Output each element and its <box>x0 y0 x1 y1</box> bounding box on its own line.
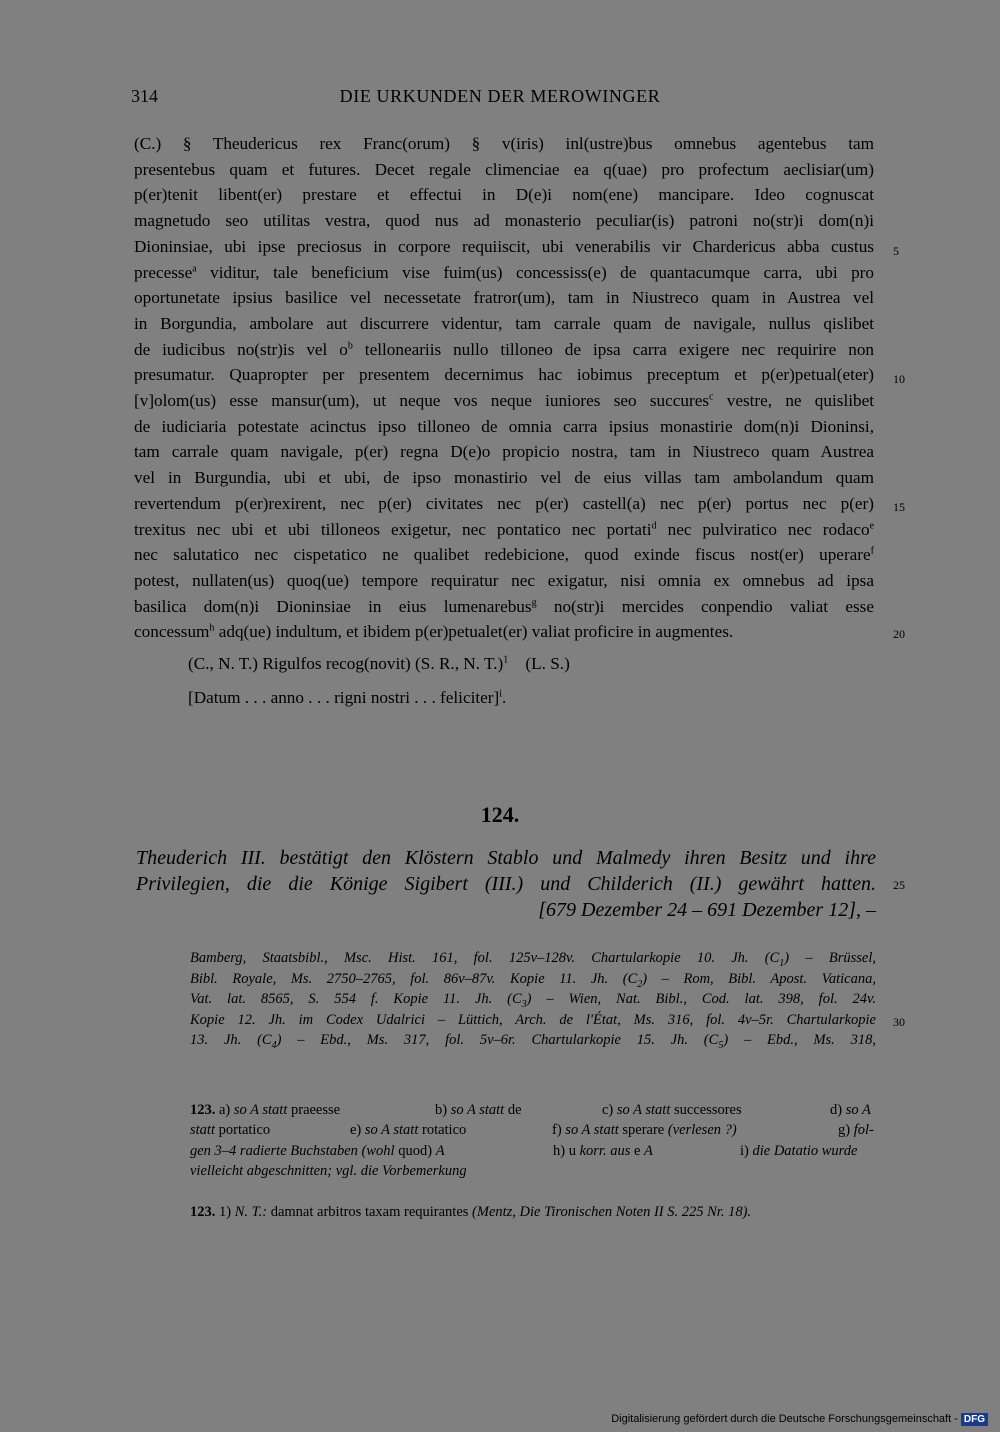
text-line: revertendum p(er)rexirent, nec p(er) civitates nec p(er) castell(a) nec p(er) portus nec p(er) <box>134 493 874 513</box>
text-line: precesse$^a$ viditur, tale beneficium vise fuim(us) concessiss(e) de quantacumque carra, ubi pro <box>134 262 875 282</box>
text-line: vel in Burgundia, ubi et ubi, de ipso monastirio vel de eius villas tam ambolandum quam <box>134 468 874 488</box>
text-line: de iudicibus no(str)is vel $o^b$ telloneariis nullo tilloneo de ipsa carra exigere nec requirire non <box>134 339 875 359</box>
footnote-mark: c <box>709 391 714 403</box>
text-line: concessum$^h$ adq(ue) indultum, et ibidem p(er)petualet(er) valiat proficire in augmentes. <box>134 622 734 642</box>
line-number: 15 <box>893 500 905 514</box>
text-line: nec salutatico nec cispetatico ne qualibet redebicione, quod exinde fiscus nost(er) uperare$^f$ <box>134 545 874 565</box>
text-line: de iudiciaria potestate acinctus ipso tilloneo de omnia carra ipsius monastirie dom(n)i Dioninsi, <box>134 416 874 436</box>
footnote-mark: a <box>192 262 197 274</box>
source-line: Bibl. Royale, Ms. 2750–2765, fol. 86v–87v. Kopie 11. Jh. $(C_2)$ – Rom, Bibl. Apost. Vaticana, <box>190 970 876 990</box>
source-line: 13. Jh. $(C_4)$ – Ebd., Ms. 317, fol. 5v–6r. Chartularkopie 15. Jh. $(C_5)$ – Ebd., Ms. 318, <box>190 1032 876 1051</box>
text-line: potest, nullaten(us) quoq(ue) tempore requiratur nec exigatur, nisi omnia ex omnebus ad ipsa <box>134 570 874 590</box>
charter-text <box>134 131 874 645</box>
source-line: Bamberg, Staatsbibl., Msc. Hist. 161, fol. 125v–128v. Chartularkopie 10. Jh. $(C_1)$ – Brüssel, <box>190 950 876 969</box>
running-title: DIE URKUNDEN DER MEROWINGER <box>339 86 661 106</box>
document-date: [679 Dezember 24 – 691 Dezember 12], – <box>538 899 876 921</box>
text-line: trexitus nec ubi et ubi tilloneos exigetur, nec pontatico nec portati$^d$ nec pulviratico nec rodaco$^e$ <box>134 519 875 539</box>
line-number: 5 <box>893 244 899 258</box>
line-number: 10 <box>893 372 905 386</box>
footnote-mark: i <box>499 688 502 700</box>
footnote-mark: d <box>651 519 657 531</box>
source-line: Vat. lat. 8565, S. 554 f. Kopie 11. Jh. $(C_3)$ – Wien, Nat. Bibl., Cod. lat. 398, fol. 24v. <box>190 991 876 1010</box>
page-number: 314 <box>131 86 158 106</box>
datum-line: [Datum . . . anno . . . rigni nostri . . . feliciter]$^i$. <box>188 688 507 707</box>
title-line: Theuderich III. bestätigt den Klöstern Stablo und Malmedy ihren Besitz und ihre <box>136 847 876 869</box>
line-number: 30 <box>893 1015 905 1029</box>
text-line: basilica dom(n)i Dioninsiae in eius lumenarebus$^g$ no(str)i mercides conpendio valiat esse <box>134 596 874 616</box>
footnote-mark: 1 <box>503 654 509 666</box>
sources-block <box>190 948 876 1051</box>
text-line: in Borgundia, ambolare aut discurrere videntur, tam carrale quam de navigale, nullus qislibet <box>134 313 874 333</box>
footnote-mark: g <box>531 596 537 608</box>
text-notes: 123. 1) N. T.: damnat arbitros taxam requirantes (Mentz, Die Tironischen Noten II S. 225 Nr. 18). <box>190 1204 752 1220</box>
text-line: Dioninsiae, ubi ipse preciosus in corpore requiiscit, ubi venerabilis vir Chardericus abba custus <box>134 236 874 256</box>
text-line: presentebus quam et futures. Decet regale climenciae ea q(uae) pro profectum aeclisiar(um) <box>134 159 874 179</box>
footnote-mark: f <box>870 545 874 557</box>
critical-notes: 123. a) so A statt praeesse b) so A statt de c) so A statt successores d) so A statt portatico e) so A statt rotatico f) so A statt sperare (verlesen ?) g) fol- gen 3–4 radierte Buchstaben (wohl quod) A h) u korr. aus e A i) die Datatio wurde vielleicht abgeschnitten; vgl. die Vorbemerkung <box>190 1102 874 1179</box>
text-line: [v]olom(us) esse mansur(um), ut neque vos neque iuniores seo succures$^c$ vestre, ne quislibet <box>134 391 874 411</box>
text-line: (C.) § Theudericus rex Franc(orum) § v(iris) inl(ustre)bus omnebus agentebus tam <box>134 134 874 153</box>
seal-mark: (L. S.) <box>525 654 570 673</box>
footnote-mark: b <box>347 339 353 351</box>
text-line: oportunetate ipsius basilice vel necessetate fratror(um), tam in Niustreco quam in Austrea vel <box>134 288 874 308</box>
document-title <box>136 845 876 923</box>
source-line: Kopie 12. Jh. im Codex Udalrici – Lüttich, Arch. de l'État, Ms. 316, fol. 4v–5r. Chartularkopie <box>190 1011 876 1028</box>
dfg-logo: DFG <box>961 1413 988 1426</box>
line-number: 20 <box>893 627 905 641</box>
title-line: Privilegien, die die Könige Sigibert (III.) und Childerich (II.) gewährt hatten. <box>136 873 876 895</box>
footnote-mark: h <box>209 622 215 634</box>
recognition-line: (C., N. T.) Rigulfos recog(novit) (S. R., N. T.)$^1$ (L. S.) <box>188 654 570 673</box>
funding-footer: Digitalisierung gefördert durch die Deutsche Forschungsgemeinschaft - DFG <box>611 1413 988 1426</box>
document-number: 124. <box>480 802 520 827</box>
footnote-mark: e <box>869 519 875 531</box>
text-line: tam carrale quam navigale, p(er) regna D(e)o propicio nostra, tam in Niustreco quam Austrea <box>134 442 874 462</box>
text-line: p(er)tenit libent(er) prestare et effectui in D(e)i nom(ene) mancipare. Ideo cognuscat <box>134 185 874 205</box>
text-line: magnetudo seo utilitas vestra, quod nus ad monasterio peculiar(is) patroni no(str)i dom(n)i <box>134 211 874 231</box>
text-line: presumatur. Quapropter per presentem decernimus hac iobimus preceptum et p(er)petual(eter) <box>134 365 874 385</box>
line-number: 25 <box>893 878 905 892</box>
